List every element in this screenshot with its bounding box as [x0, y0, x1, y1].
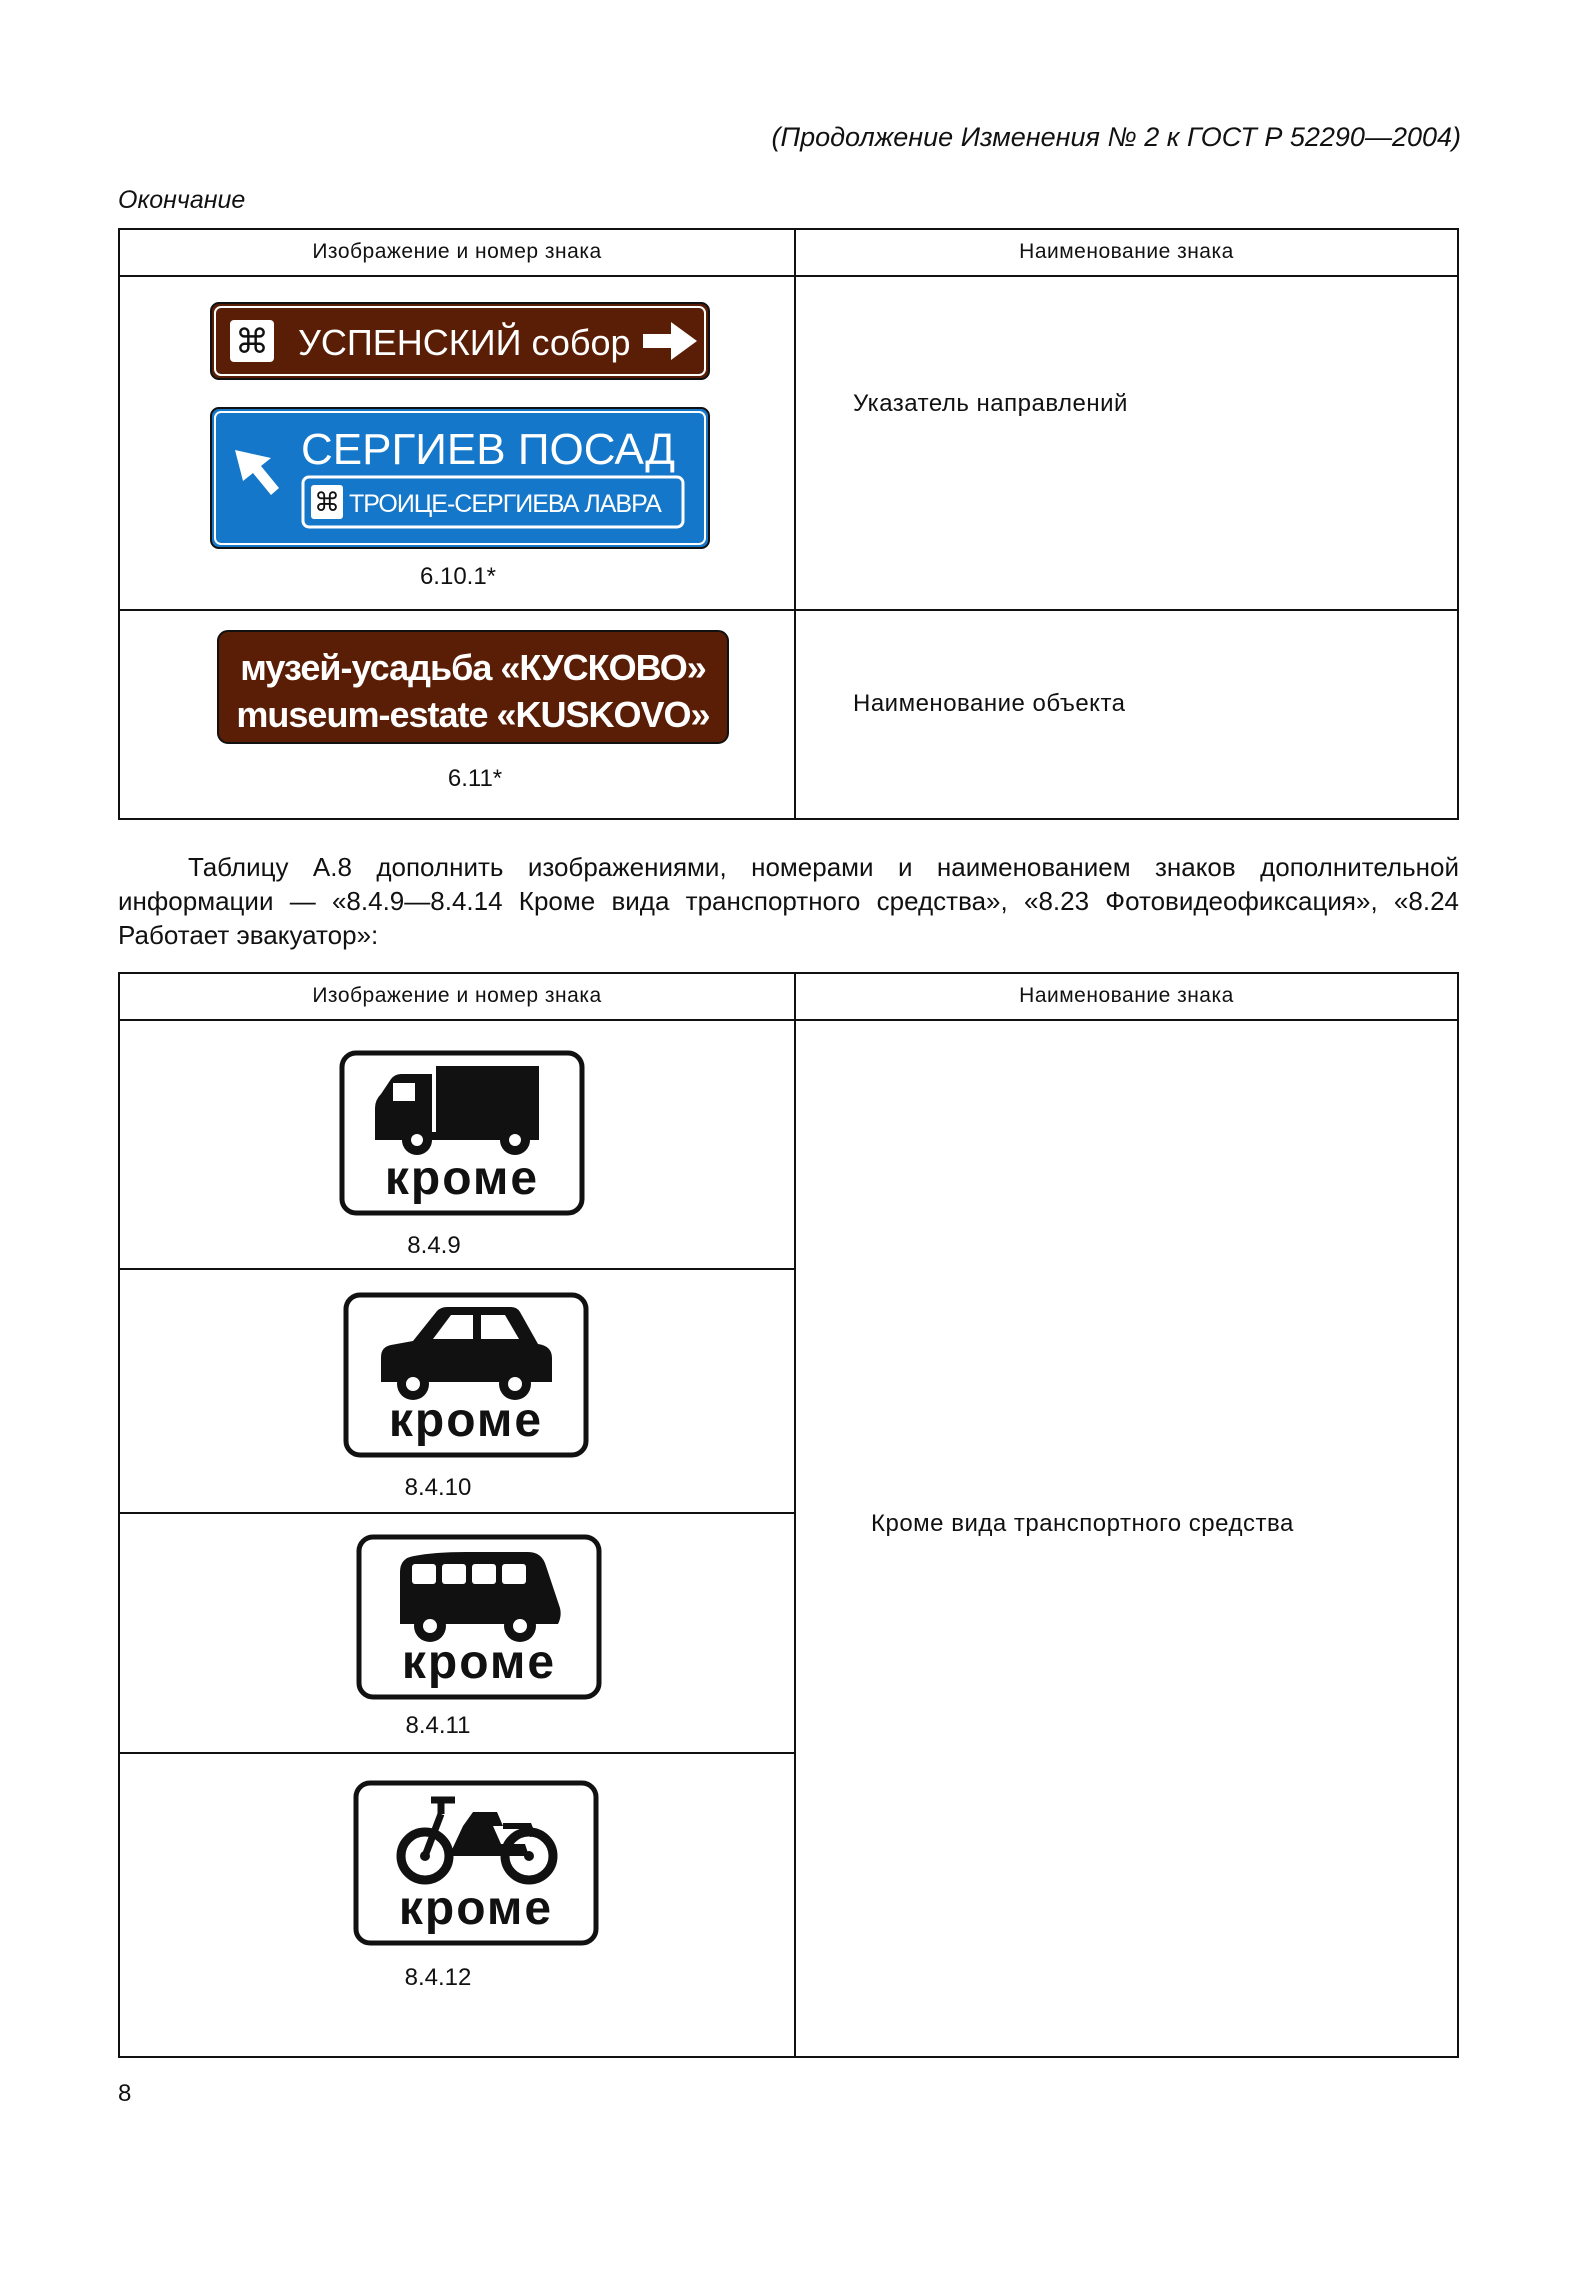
body-paragraph — [118, 850, 1459, 952]
svg-text:⌘: ⌘ — [314, 487, 340, 517]
sign-word: кроме — [401, 1636, 557, 1689]
column-header-image: Изображение и номер знака — [312, 984, 602, 1007]
page-number: 8 — [118, 2080, 132, 2107]
sign-uspensky-sobor — [211, 303, 709, 379]
attraction-icon — [311, 485, 343, 519]
sign-6-11 — [217, 630, 731, 746]
sign-label-en: museum-estate «KUSKOVO» — [236, 694, 710, 735]
sign-number: 6.11* — [447, 765, 503, 792]
paragraph-text: Таблицу А.8 дополнить изображениями, номерами и наименованием знаков дополнительной информации — «8.4.9—8.4.14 Кроме вида транспортного средства», «8.23 Фотовидеофиксация», «8.24 Работает эвакуатор»: — [118, 852, 1459, 950]
sign-8-4-11 — [356, 1534, 602, 1700]
column-header-name: Наименование знака — [1019, 984, 1234, 1007]
sign-top-label: УСПЕНСКИЙ собор — [298, 322, 631, 363]
column-header-image: Изображение и номер знака — [312, 240, 602, 263]
sign-name: Указатель направлений — [853, 390, 1128, 417]
table-signs-1 — [118, 228, 1459, 820]
table-caption: Окончание — [118, 186, 246, 214]
sign-word: кроме — [388, 1394, 544, 1447]
sign-number: 6.10.1* — [419, 563, 497, 590]
sign-8-4-12 — [353, 1780, 599, 1946]
sign-word: кроме — [398, 1882, 554, 1935]
table-signs-2 — [118, 972, 1459, 2058]
sign-number: 8.4.11 — [405, 1712, 471, 1739]
svg-text:⌘: ⌘ — [235, 323, 269, 361]
sign-name: Наименование объекта — [853, 690, 1126, 717]
attraction-icon — [230, 320, 274, 362]
sign-8-4-9 — [339, 1050, 585, 1216]
sign-number: 8.4.12 — [404, 1964, 472, 1991]
page-header: (Продолжение Изменения № 2 к ГОСТ Р 52290—2004) — [771, 122, 1461, 152]
sign-number: 8.4.10 — [404, 1474, 472, 1501]
sign-name: Кроме вида транспортного средства — [871, 1510, 1294, 1537]
column-header-name: Наименование знака — [1019, 240, 1234, 263]
sign-number: 8.4.9 — [407, 1232, 461, 1259]
sign-8-4-10 — [343, 1292, 589, 1458]
sign-label-ru: музей-усадьба «КУСКОВО» — [240, 647, 706, 688]
sign-city-label: СЕРГИЕВ ПОСАД — [301, 425, 676, 474]
sign-6-10-1 — [210, 302, 710, 552]
sign-sub-label: ТРОИЦЕ-СЕРГИЕВА ЛАВРА — [349, 490, 661, 518]
sign-sergiev-posad — [211, 408, 709, 548]
sign-word: кроме — [384, 1152, 540, 1205]
